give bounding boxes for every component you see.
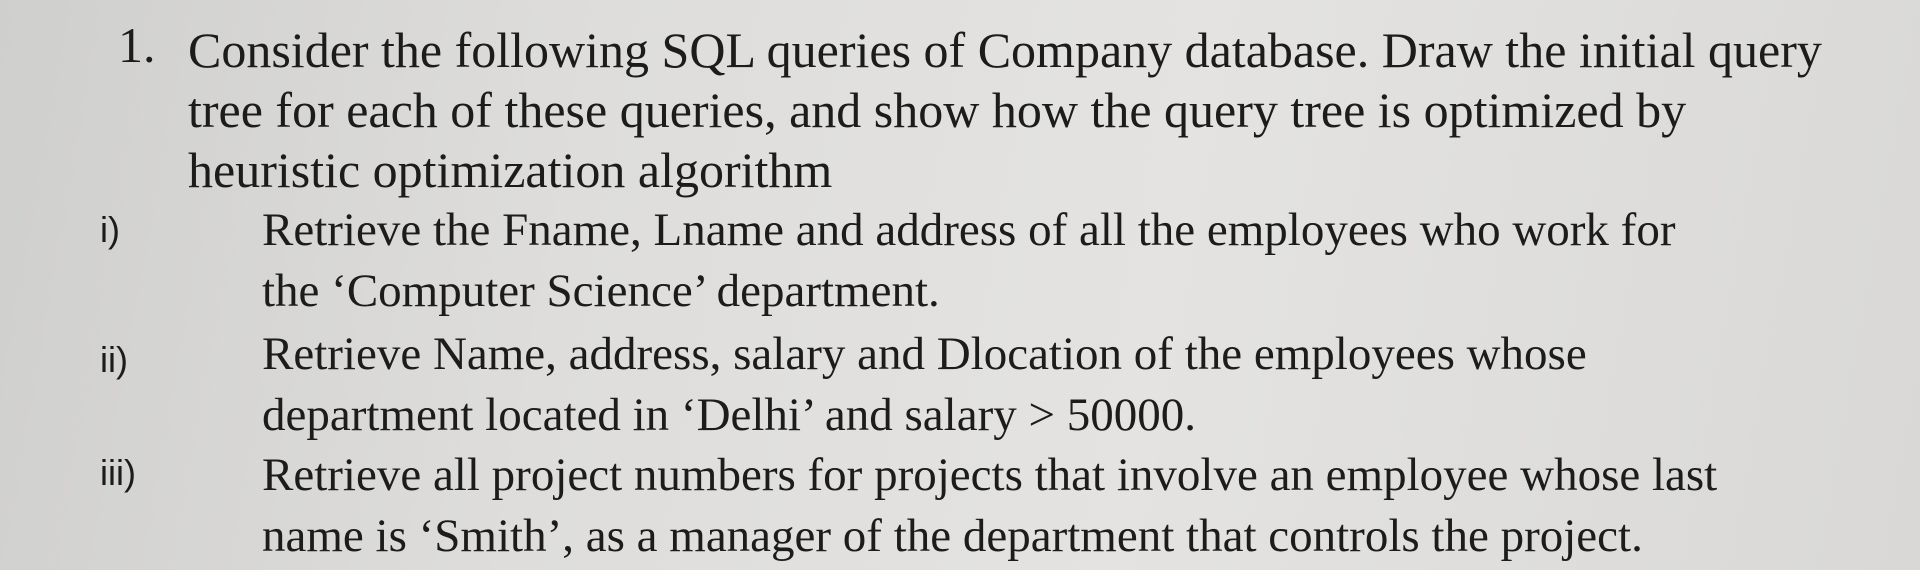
- item-text-i: [262, 200, 1842, 322]
- item-line: department located in ‘Delhi’ and salary > 50000.: [262, 389, 1196, 441]
- question-text: [188, 20, 1822, 200]
- item-marker-ii: ii): [100, 339, 128, 380]
- question-line: heuristic optimization algorithm: [188, 142, 833, 198]
- item-line: Retrieve Name, address, salary and Dlocation of the employees whose: [262, 328, 1587, 380]
- item-text-ii: [262, 324, 1842, 446]
- question-line: tree for each of these queries, and show how the query tree is optimized by: [188, 82, 1687, 138]
- item-marker-iii: iii): [100, 452, 136, 493]
- item-line: Retrieve all project numbers for projects that involve an employee whose last: [262, 449, 1718, 501]
- question-number: 1.: [118, 17, 156, 73]
- item-line: the ‘Computer Science’ department.: [262, 265, 940, 317]
- item-line: name is ‘Smith’, as a manager of the department that controls the project.: [262, 510, 1643, 562]
- question-line: Consider the following SQL queries of Company database. Draw the initial query: [188, 22, 1822, 78]
- item-marker-i: i): [100, 209, 120, 250]
- item-line: Retrieve the Fname, Lname and address of all the employees who work for: [262, 204, 1676, 256]
- item-text-iii: [262, 445, 1842, 567]
